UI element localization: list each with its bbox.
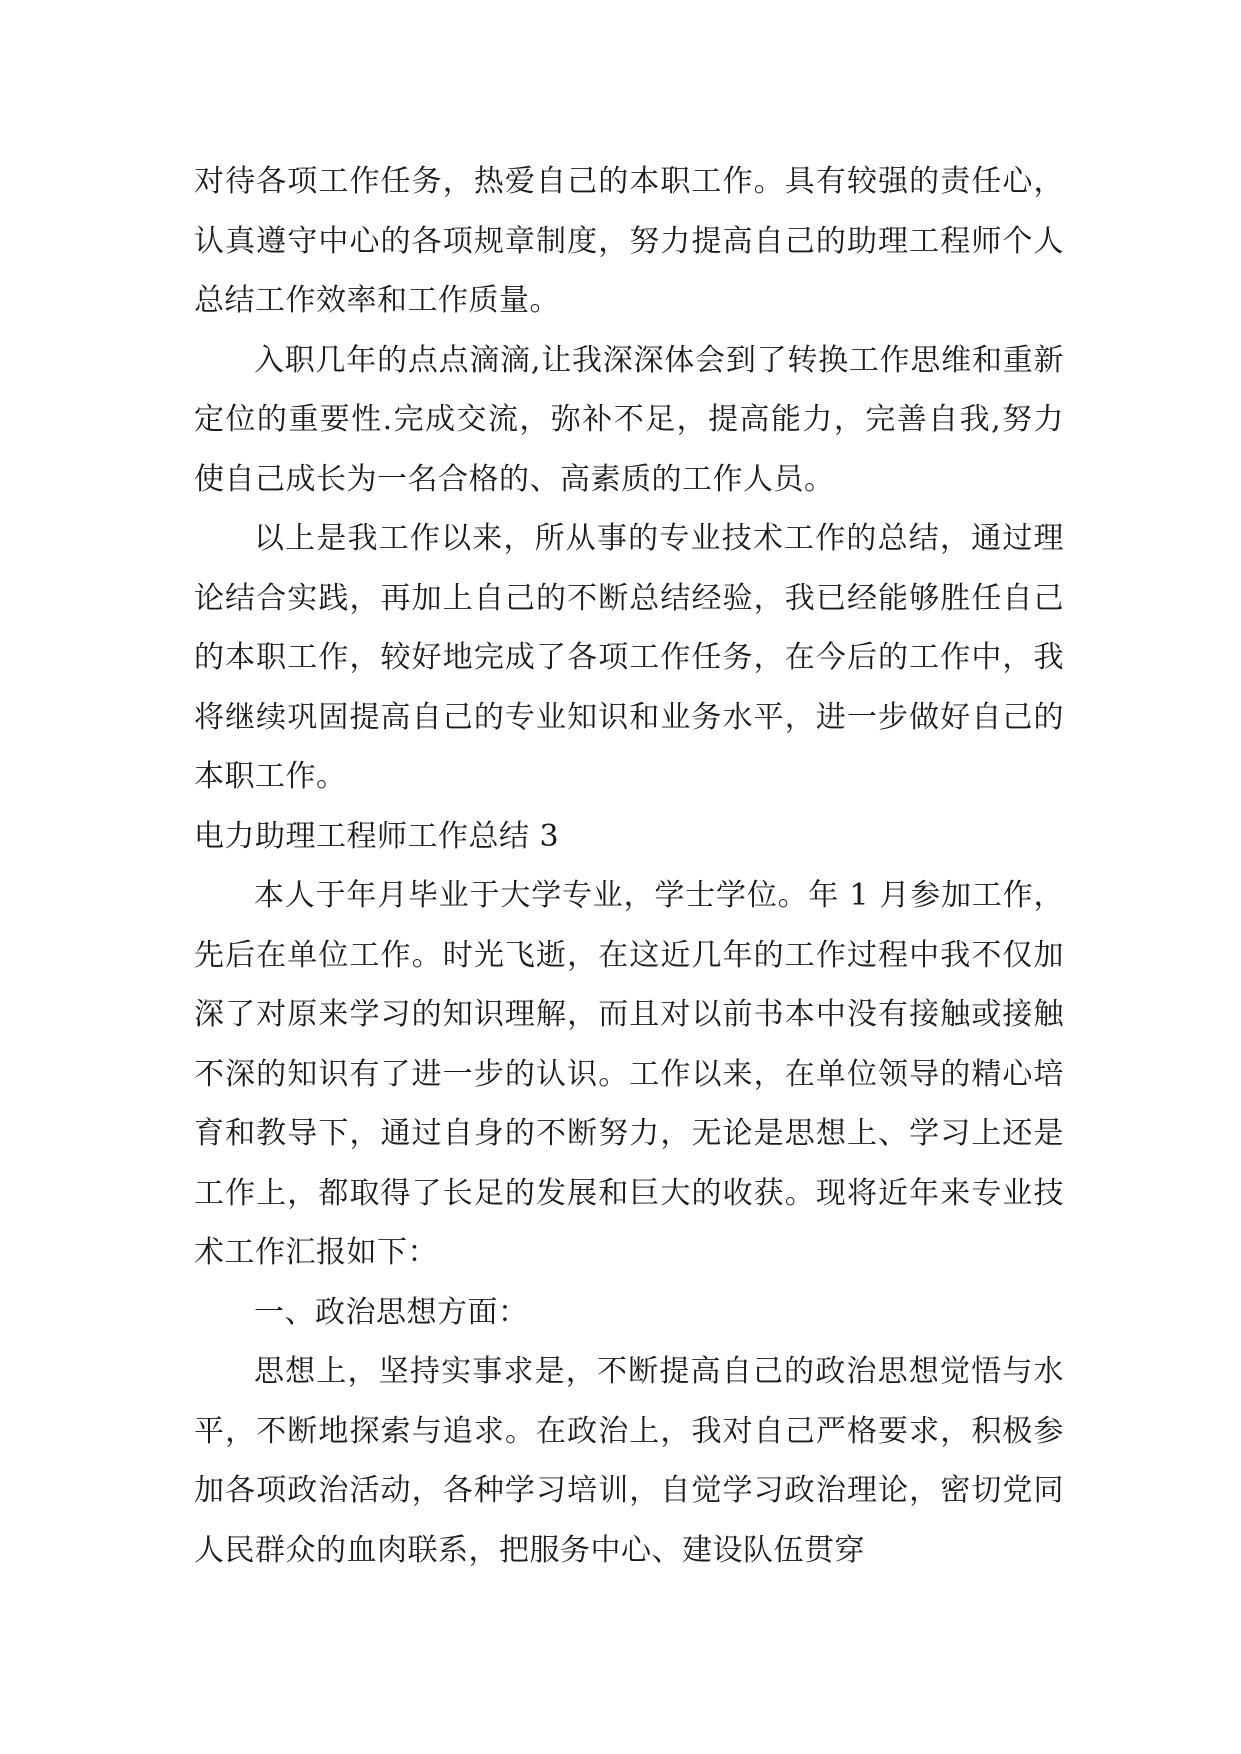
- subheading-politics: 一、政治思想方面：: [254, 1294, 529, 1330]
- paragraph-2: 入职几年的点点滴滴,让我深深体会到了转换工作思维和重新定位的重要性.完成交流，弥补不足，提高能力，完善自我,努力使自己成长为一名合格的、高素质的工作人员。: [194, 342, 1064, 497]
- paragraph-3: 以上是我工作以来，所从事的专业技术工作的总结，通过理论结合实践，再加上自己的不断总结经验，我已经能够胜任自己的本职工作，较好地完成了各项工作任务，在今后的工作中，我将继续巩固提高自己的专业知识和业务水平，进一步做好自己的本职工作。: [194, 521, 1064, 794]
- paragraph-5: 思想上，坚持实事求是，不断提高自己的政治思想觉悟与水平，不断地探索与追求。在政治上，我对自己严格要求，积极参加各项政治活动，各种学习培训，自觉学习政治理论，密切党同人民群众的血肉联系，把服务中心、建设队伍贯穿: [194, 1354, 1064, 1568]
- paragraph-4: 本人于年月毕业于大学专业，学士学位。年 1 月参加工作，先后在单位工作。时光飞逝，在这近几年的工作过程中我不仅加深了对原来学习的知识理解，而且对以前书本中没有接触或接触不深的知识有了进一步的认识。工作以来，在单位领导的精心培育和教导下，通过自身的不断努力，无论是思想上、学习上还是工作上，都取得了长足的发展和巨大的收获。现将近年来专业技术工作汇报如下：: [194, 878, 1064, 1270]
- document-body: [194, 152, 1064, 1580]
- paragraph-1: 对待各项工作任务，热爱自己的本职工作。具有较强的责任心，认真遵守中心的各项规章制度，努力提高自己的助理工程师个人总结工作效率和工作质量。: [194, 164, 1064, 318]
- section-heading: 电力助理工程师工作总结 3: [194, 818, 560, 854]
